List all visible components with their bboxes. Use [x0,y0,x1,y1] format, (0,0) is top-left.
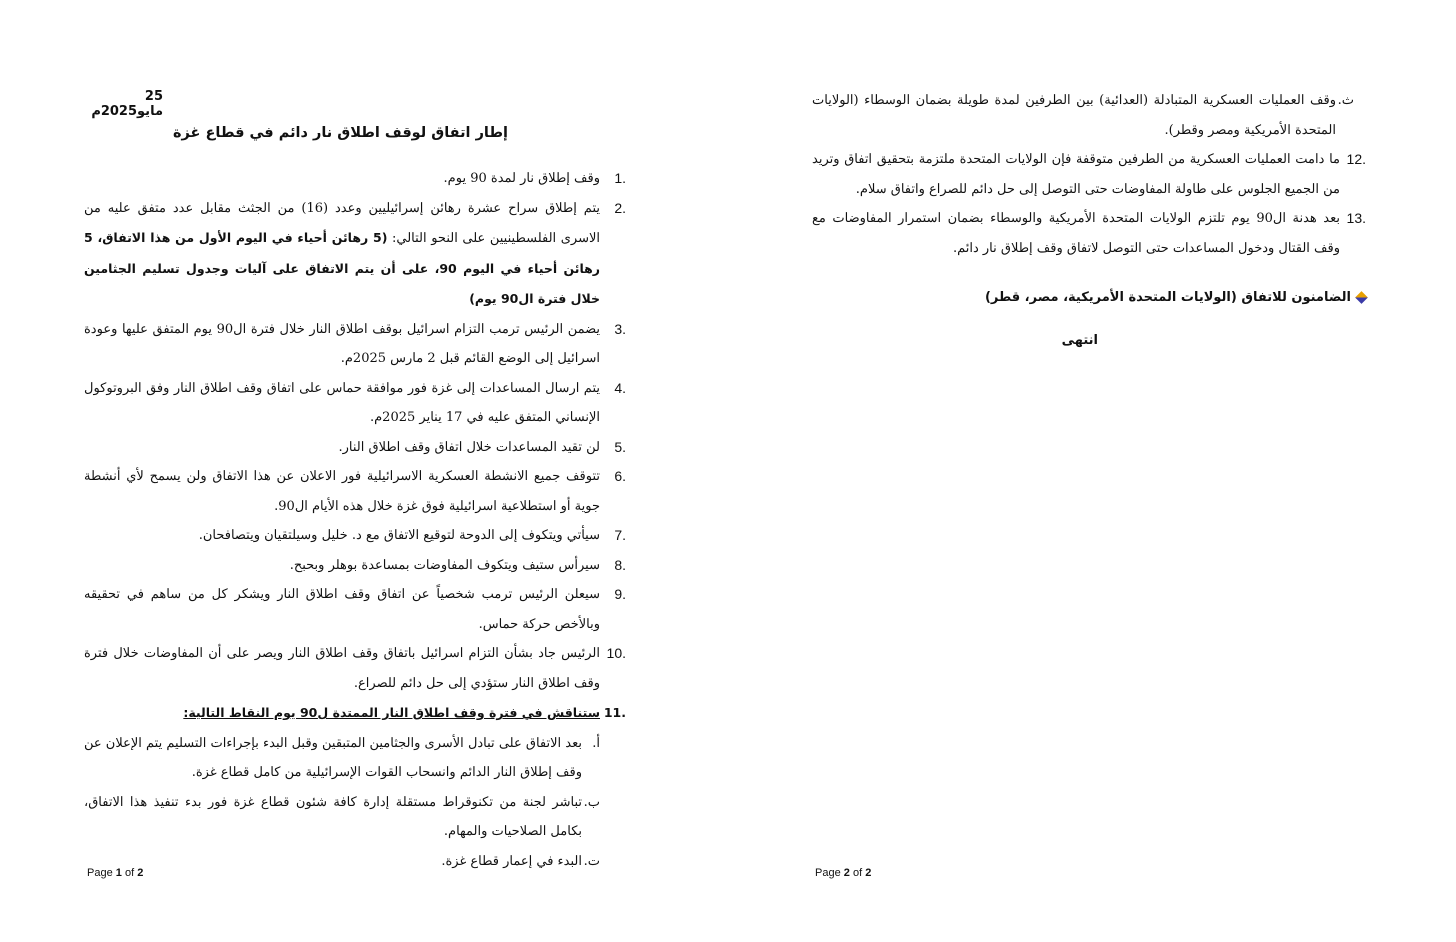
agreement-items-continued [812,86,1366,263]
item-13: .13 بعد هدنة ال90 يوم تلتزم الولايات المتحدة الأمريكية والوسطاء بضمان استمرار المفاوضات مع وقف القتال ودخول المساعدات حتى التوصل لاتفاق وقف إطلاق نار دائم. [812,210,1366,256]
agreement-items [84,164,626,876]
item-6: .6 تتوقف جميع الانشطة العسكرية الاسرائيلية فور الاعلان عن هذا الاتفاق ولن يسمح لأي أنشطة جوية أو استطلاعية اسرائيلية فوق غزة خلال هذه الأيام ال90. [84,468,626,514]
page-2 [728,0,1456,942]
item-12: .12 ما دامت العمليات العسكرية من الطرفين متوقفة فإن الولايات المتحدة ملتزمة بتحقيق اتفاق وتريد من الجميع الجلوس على طاولة المفاوضات حتى التوصل إلى حل دائم للصراع واتفاق سلام. [812,151,1366,197]
item-11-sub-d: ث. وقف العمليات العسكرية المتبادلة (العدائية) بين الطرفين لمدة طويلة بضمان الوسطاء (الولايات المتحدة الأمريكية ومصر وقطر). [812,93,1354,138]
item-11-heading: ستناقش في فترة وقف اطلاق النار الممتدة ل90 يوم النقاط التالية: [183,705,600,720]
item-2-bold-terms: (5 رهائن أحياء في اليوم الأول من هذا الاتفاق، 5 رهائن أحياء في اليوم 90، على أن يتم الاتفاق على آليات وجدول تسليم الجثامين خلال فترة ال90 يوم) [84,230,600,306]
item-10: .10 الرئيس جاد بشأن التزام اسرائيل باتفاق وقف اطلاق النار ويصر على أن المفاوضات خلال فترة وقف اطلاق النار ستؤدي إلى حل دائم للصراع. [84,645,626,691]
four-point-diamond-icon [1355,291,1368,304]
document-date: 25 مايو2025م [91,89,163,119]
item-4: .4 يتم ارسال المساعدات إلى غزة فور موافقة حماس على اتفاق وقف اطلاق النار وفق البروتوكول الإنساني المتفق عليه في 17 يناير 2025م. [84,379,626,425]
page-footer: Page 2 of 2 [815,867,872,879]
item-11-sub-b: ب. تباشر لجنة من تكنوقراط مستقلة إدارة كافة شئون قطاع غزة فور بدء تنفيذ هذا الاتفاق، بكامل الصلاحيات والمهام. [84,794,600,839]
item-2: .2 يتم إطلاق سراح عشرة رهائن إسرائيليين وعدد (16) من الجثث مقابل عدد متفق عليه من الاسرى الفلسطينيين على النحو التالي: (5 رهائن أحياء في اليوم الأول من هذا الاتفاق، 5 رهائن أحياء في اليوم 90، على أن يتم الاتفاق على آليات وجدول تسليم الجثامين خلال فترة ال90 يوم) [84,199,626,306]
item-3: .3 يضمن الرئيس ترمب التزام اسرائيل بوقف اطلاق النار خلال فترة ال90 يوم المتفق عليها وعودة اسرائيل إلى الوضع القائم قبل 2 مارس 2025م. [84,320,626,366]
item-5: .5 لن تقيد المساعدات خلال اتفاق وقف اطلاق النار. [338,438,626,455]
item-11: .11 ستناقش في فترة وقف اطلاق النار الممتدة ل90 يوم النقاط التالية: [183,705,626,720]
item-1: .1 وقف إطلاق نار لمدة 90 يوم. [443,170,626,186]
end-marker: انتهى [1061,333,1098,348]
page-footer: Page 1 of 2 [87,867,144,879]
item-7: .7 سيأتي ويتكوف إلى الدوحة لتوقيع الاتفاق مع د. خليل وسيلتقيان ويتصافحان. [198,527,626,543]
document-title: إطار اتفاق لوقف اطلاق نار دائم في قطاع غزة [172,125,508,141]
guarantors-line: الضامنون للاتفاق (الولايات المتحدة الأمريكية، مصر، قطر) [812,290,1366,305]
item-11-sub-c: ت. البدء في إعمار قطاع غزة. [441,853,600,869]
item-8: .8 سيرأس ستيف ويتكوف المفاوضات بمساعدة بوهلر وبحبح. [289,556,626,573]
item-9: .9 سيعلن الرئيس ترمب شخصياً عن اتفاق وقف اطلاق النار ويشكر كل من ساهم في تحقيقه وبالأخص حركة حماس. [84,586,626,632]
item-11-sub-a: أ. بعد الاتفاق على تبادل الأسرى والجثامين المتبقين وقبل البدء بإجراءات التسليم يتم الإعلان عن وقف إطلاق النار الدائم وانسحاب القوات الإسرائيلية من كامل قطاع غزة. [84,735,600,780]
